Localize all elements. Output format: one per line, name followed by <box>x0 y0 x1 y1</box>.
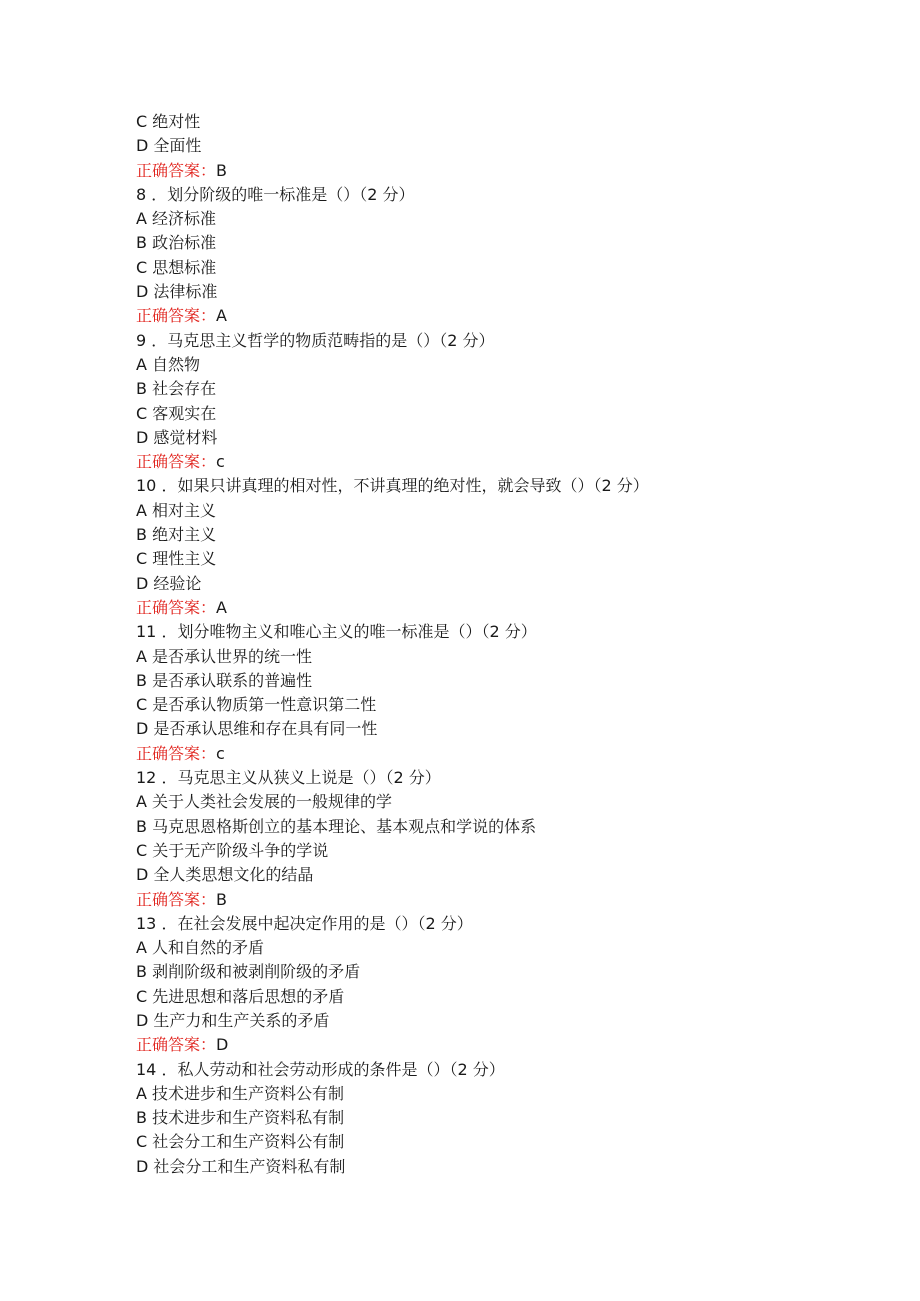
answer-option: A 是否承认世界的统一性 <box>136 646 313 666</box>
answer-value: A <box>216 306 227 326</box>
answer-label: 正确答案： <box>136 743 217 763</box>
answer-option: B 剥削阶级和被剥削阶级的矛盾 <box>136 962 361 982</box>
answer-option: D 全面性 <box>136 136 202 156</box>
answer-value: A <box>216 597 227 617</box>
answer-option: D 法律标准 <box>136 282 218 302</box>
answer-option: A 自然物 <box>136 354 201 374</box>
answer-option: C 先进思想和落后思想的矛盾 <box>136 986 345 1006</box>
answer-option: D 是否承认思维和存在具有同一性 <box>136 719 378 739</box>
answer-value: D <box>216 1035 229 1055</box>
answer-option: D 经验论 <box>136 573 202 593</box>
answer-line <box>136 596 836 620</box>
answer-option: B 绝对主义 <box>136 525 217 545</box>
answer-option: D 生产力和生产关系的矛盾 <box>136 1010 330 1030</box>
answer-option: B 是否承认联系的普遍性 <box>136 670 313 690</box>
question-stem: 9 ．马克思主义哲学的物质范畴指的是（）（2 分） <box>136 330 495 350</box>
answer-option: B 社会存在 <box>136 379 217 399</box>
answer-line <box>136 742 836 766</box>
answer-value: B <box>216 889 227 909</box>
answer-label: 正确答案： <box>136 306 217 326</box>
answer-option: D 全人类思想文化的结晶 <box>136 865 314 885</box>
question-stem: 11 ．划分唯物主义和唯心主义的唯一标准是（）（2 分） <box>136 622 537 642</box>
question-stem: 14 ．私人劳动和社会劳动形成的条件是（）（2 分） <box>136 1059 505 1079</box>
answer-line <box>136 159 836 183</box>
answer-option: A 关于人类社会发展的一般规律的学 <box>136 792 393 812</box>
answer-option: A 技术进步和生产资料公有制 <box>136 1083 345 1103</box>
answer-option: A 人和自然的矛盾 <box>136 938 265 958</box>
answer-line <box>136 450 836 474</box>
answer-option: B 马克思恩格斯创立的基本理论、基本观点和学说的体系 <box>136 816 537 836</box>
answer-option: D 感觉材料 <box>136 427 218 447</box>
document-page <box>136 110 836 1179</box>
answer-option: C 是否承认物质第一性意识第二性 <box>136 695 377 715</box>
answer-option: C 绝对性 <box>136 112 201 131</box>
answer-value: c <box>216 743 225 763</box>
answer-option: A 相对主义 <box>136 500 217 520</box>
answer-value: c <box>216 452 225 472</box>
question-stem: 8 ．划分阶级的唯一标准是（）（2 分） <box>136 184 415 204</box>
answer-label: 正确答案： <box>136 889 217 909</box>
question-stem: 13 ．在社会发展中起决定作用的是（）（2 分） <box>136 913 473 933</box>
answer-label: 正确答案： <box>136 597 217 617</box>
answer-option: C 思想标准 <box>136 257 217 277</box>
answer-option: B 政治标准 <box>136 233 217 253</box>
answer-option: C 理性主义 <box>136 549 217 569</box>
answer-option: D 社会分工和生产资料私有制 <box>136 1156 346 1176</box>
answer-option: C 客观实在 <box>136 403 217 423</box>
answer-label: 正确答案： <box>136 160 217 180</box>
answer-value: B <box>216 160 227 180</box>
question-stem: 12 ．马克思主义从狭义上说是（）（2 分） <box>136 768 441 788</box>
answer-label: 正确答案： <box>136 1035 217 1055</box>
answer-option: A 经济标准 <box>136 209 217 229</box>
answer-option: C 社会分工和生产资料公有制 <box>136 1132 345 1152</box>
answer-line <box>136 1033 836 1057</box>
answer-option: B 技术进步和生产资料私有制 <box>136 1108 345 1128</box>
answer-line <box>136 304 836 328</box>
question-stem: 10 ．如果只讲真理的相对性，不讲真理的绝对性，就会导致（）（2 分） <box>136 476 649 496</box>
answer-option: C 关于无产阶级斗争的学说 <box>136 840 329 860</box>
answer-label: 正确答案： <box>136 452 217 472</box>
answer-line <box>136 888 836 912</box>
